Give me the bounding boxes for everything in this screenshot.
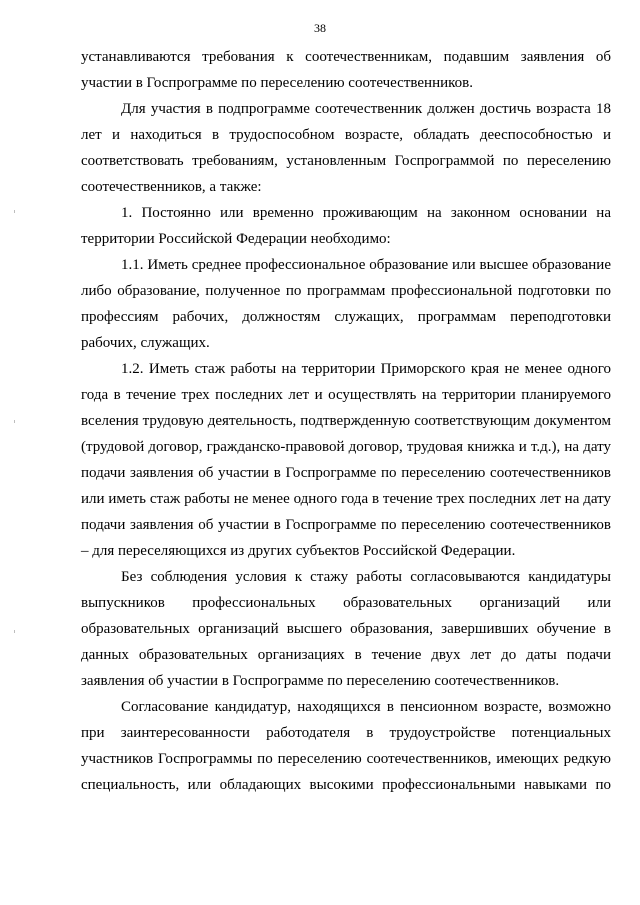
paragraph-pension-age: Согласование кандидатур, находящихся в пенсионном возрасте, возможно при заинтересованности работодателя в трудоустройстве потенциальных участников Госпрограммы по переселению соотечественников, имеющих редкую специальность, или обладающих высокими профессиональными навыками по — [81, 699, 611, 793]
paragraph-item-1-1: 1.1. Иметь среднее профессиональное образование или высшее образование либо образование, полученное по программам профессиональной подготовки по профессиям рабочих, должностям служащих, программам переподготовки рабочих, служащих. — [81, 257, 611, 351]
page-number: 38 — [314, 21, 326, 35]
paragraph-item-1: 1. Постоянно или временно проживающим на законном основании на территории Российской Федерации необходимо: — [81, 205, 611, 247]
document-body — [81, 44, 611, 798]
margin-tick — [14, 420, 15, 423]
paragraph-graduates-exception: Без соблюдения условия к стажу работы согласовываются кандидатуры выпускников профессиональных образовательных организаций или образовательных организаций высшего образования, завершивших обучение в данных образовательных организациях в течение двух лет до даты подачи заявления об участии в Госпрограмме по переселению соотечественников. — [81, 569, 611, 689]
margin-tick — [14, 210, 15, 213]
paragraph-continued: устанавливаются требования к соотечественникам, подавшим заявления об участии в Госпрограмме по переселению соотечественников. — [81, 49, 611, 91]
margin-tick — [14, 630, 15, 633]
paragraph-item-1-2: 1.2. Иметь стаж работы на территории Приморского края не менее одного года в течение трех последних лет и осуществлять на территории планируемого вселения трудовую деятельность, подтвержденную соответствующим документом (трудовой договор, гражданско-правовой договор, трудовая книжка и т.д.), на дату подачи заявления об участии в Госпрограмме по переселению соотечественников или иметь стаж работы не менее одного года в течение трех последних лет на дату подачи заявления об участии в Госпрограмме по переселению соотечественников – для переселяющихся из других субъектов Российской Федерации. — [81, 361, 611, 559]
paragraph-participation-requirements: Для участия в подпрограмме соотечественник должен достичь возраста 18 лет и находиться в трудоспособном возрасте, обладать дееспособностью и соответствовать требованиям, установленным Госпрограммой по переселению соотечественников, а также: — [81, 101, 611, 195]
